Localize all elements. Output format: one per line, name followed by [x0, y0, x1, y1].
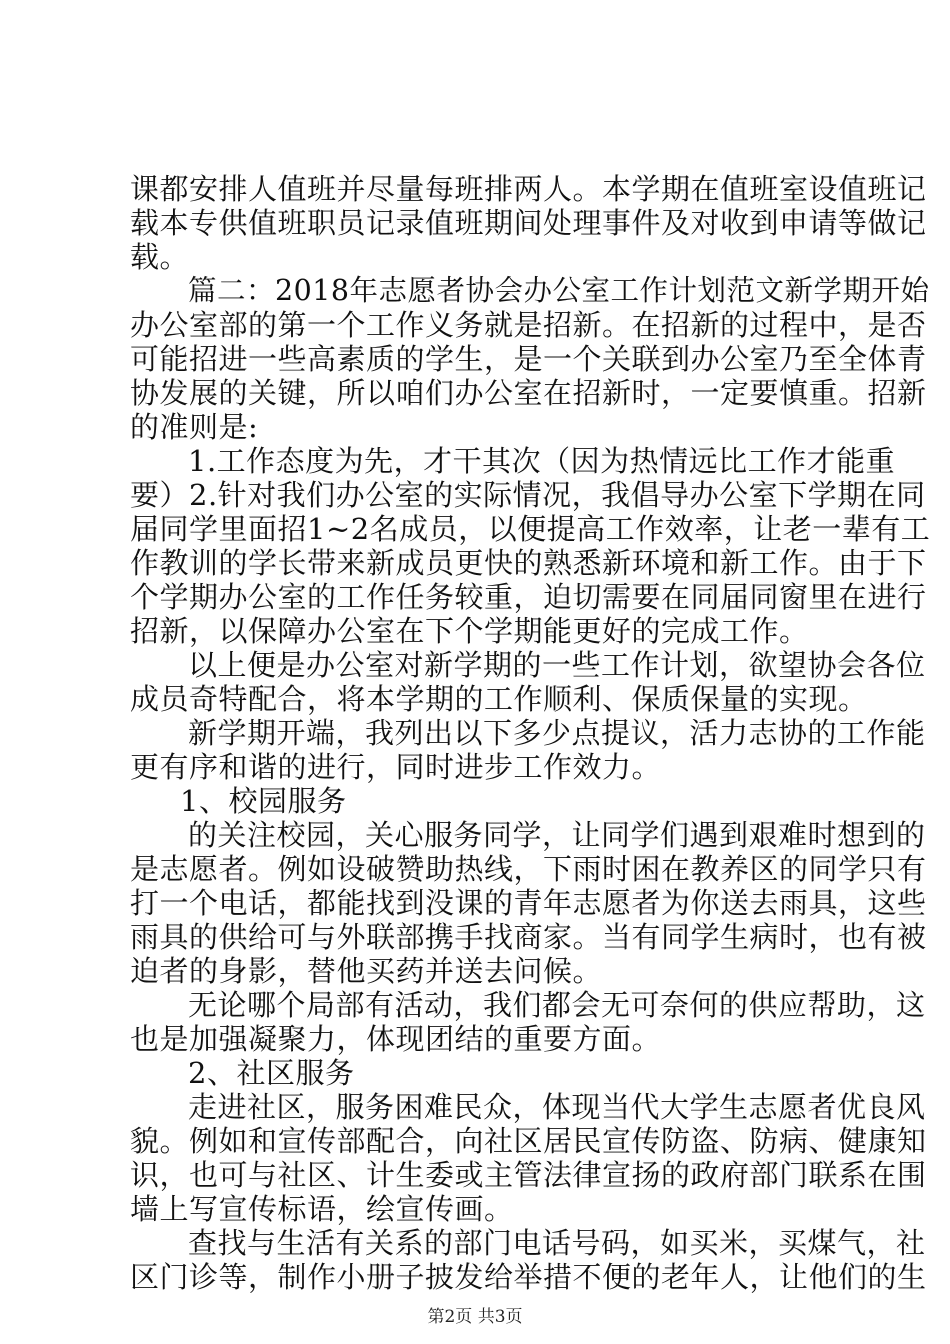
body-line: 貌。例如和宣传部配合，向社区居民宣传防盗、防病、健康知: [130, 1124, 927, 1158]
section-heading: 2、社区服务: [188, 1056, 355, 1090]
body-line: 课都安排人值班并尽量每班排两人。本学期在值班室设值班记: [130, 172, 927, 206]
body-line: 墙上写宣传标语，绘宣传画。: [130, 1192, 514, 1226]
body-line: 成员奇特配合，将本学期的工作顺利、保质保量的实现。: [130, 682, 868, 716]
body-line: 作教训的学长带来新成员更快的熟悉新环境和新工作。由于下: [130, 546, 927, 580]
body-line: 查找与生活有关系的部门电话号码，如买米，买煤气，社: [188, 1226, 926, 1260]
body-line: 新学期开端，我列出以下多少点提议，活力志协的工作能: [188, 716, 926, 750]
body-line: 载。: [130, 240, 190, 274]
body-line: 的准则是:: [130, 410, 259, 444]
body-line: 走进社区，服务困难民众，体现当代大学生志愿者优良风: [188, 1090, 926, 1124]
body-line: 篇二：2018年志愿者协会办公室工作计划范文新学期开始: [188, 274, 930, 307]
body-line: 可能招进一些高素质的学生，是一个关联到办公室乃至全体青: [130, 342, 927, 376]
body-line: 届同学里面招1~2名成员，以便提高工作效率，让老一辈有工: [130, 512, 931, 546]
body-line: 雨具的供给可与外联部携手找商家。当有同学生病时，也有被: [130, 920, 927, 954]
body-line: 更有序和谐的进行，同时进步工作效力。: [130, 750, 662, 784]
body-line: 也是加强凝聚力，体现团结的重要方面。: [130, 1022, 662, 1056]
body-line: 的关注校园，关心服务同学，让同学们遇到艰难时想到的: [188, 818, 926, 852]
body-line: 招新，以保障办公室在下个学期能更好的完成工作。: [130, 614, 809, 648]
body-line: 要）2.针对我们办公室的实际情况，我倡导办公室下学期在同: [130, 478, 926, 512]
body-line: 是志愿者。例如设破赞助热线，下雨时困在教养区的同学只有: [130, 852, 927, 886]
body-line: 识，也可与社区、计生委或主管法律宣扬的政府部门联系在围: [130, 1158, 927, 1192]
body-line: 以上便是办公室对新学期的一些工作计划，欲望协会各位: [188, 648, 926, 682]
section-heading: 1、校园服务: [180, 784, 347, 818]
body-line: 载本专供值班职员记录值班期间处理事件及对收到申请等做记: [130, 206, 927, 240]
page-number-footer: 第2页 共3页: [427, 1307, 523, 1327]
body-line: 无论哪个局部有活动，我们都会无可奈何的供应帮助，这: [188, 988, 926, 1022]
body-line: 1.工作态度为先，才干其次（因为热情远比工作才能重: [188, 444, 896, 478]
body-line: 个学期办公室的工作任务较重，迫切需要在同届同窗里在进行: [130, 580, 927, 614]
body-line: 区门诊等，制作小册子披发给举措不便的老年人，让他们的生: [130, 1260, 927, 1294]
body-line: 办公室部的第一个工作义务就是招新。在招新的过程中，是否: [130, 308, 927, 342]
body-line: 协发展的关键，所以咱们办公室在招新时，一定要慎重。招新: [130, 376, 927, 410]
body-line: 打一个电话，都能找到没课的青年志愿者为你送去雨具，这些: [130, 886, 927, 920]
body-line: 迫者的身影，替他买药并送去问候。: [130, 954, 603, 988]
